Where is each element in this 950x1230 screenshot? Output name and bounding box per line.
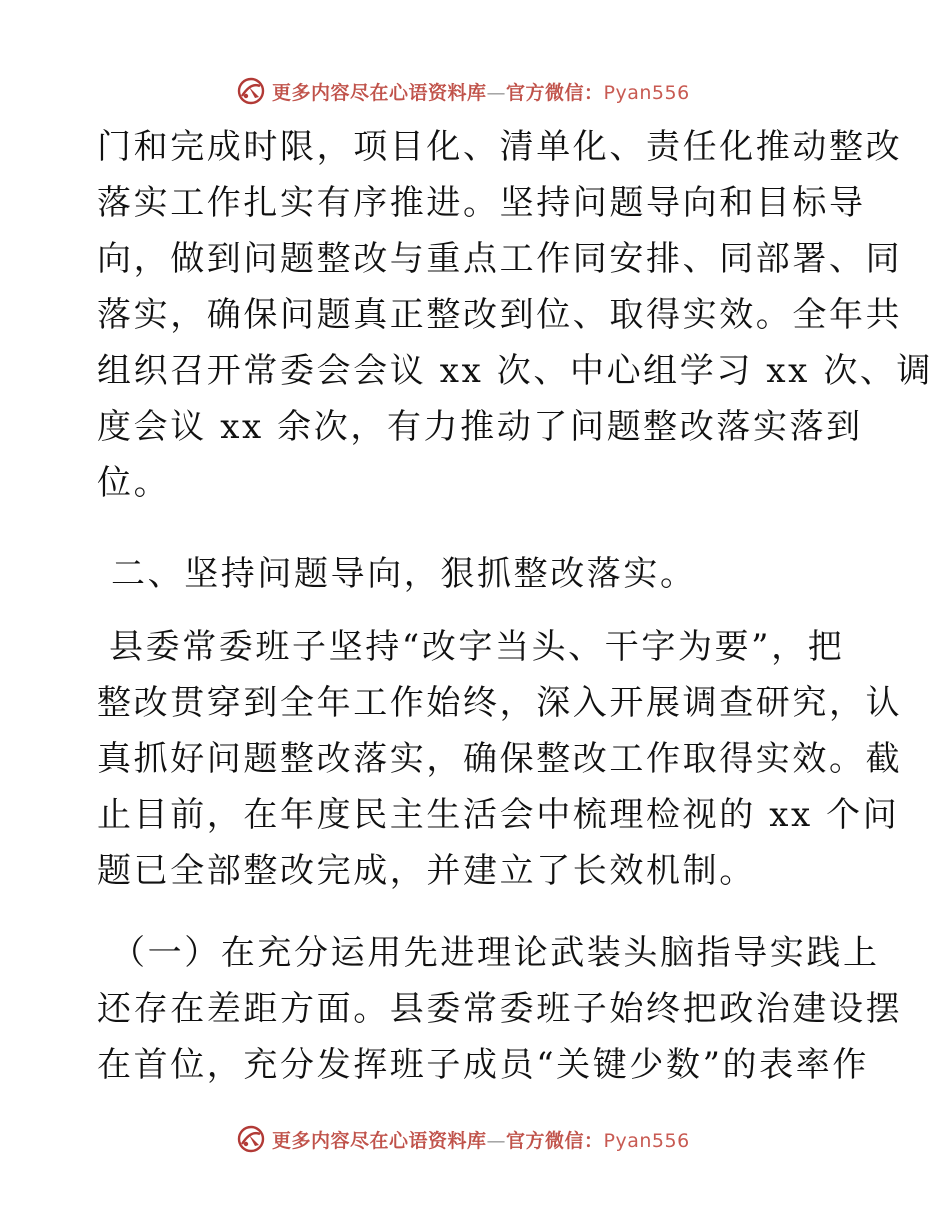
text-line: （一）在充分运用先进理论武装头脑指导实践上 xyxy=(111,933,880,973)
paragraph-subsection-one xyxy=(97,925,903,1093)
text-line: 整改贯穿到全年工作始终，深入开展调查研究，认 xyxy=(97,683,903,723)
watermark-site: 更多内容尽在心语资料库 xyxy=(272,1129,487,1152)
watermark-separator: — xyxy=(486,1129,507,1152)
text-line: 门和完成时限，项目化、清单化、责任化推动整改 xyxy=(97,127,903,167)
text-line: 还存在差距方面。县委常委班子始终把政治建设摆 xyxy=(97,989,903,1029)
watermark-handle: Pyan556 xyxy=(603,1129,690,1152)
text-line: 真抓好问题整改落实，确保整改工作取得实效。截 xyxy=(97,739,903,779)
text-line: 位。 xyxy=(97,463,171,503)
watermark-site: 更多内容尽在心语资料库 xyxy=(272,81,487,104)
watermark-separator: — xyxy=(486,81,507,104)
text-line: 落实，确保问题真正整改到位、取得实效。全年共 xyxy=(97,295,903,335)
text-line: 组织召开常委会会议 xx 次、中心组学习 xx 次、调 xyxy=(97,351,934,391)
watermark-wechat-label: 官方微信： xyxy=(506,1129,604,1152)
footer-watermark xyxy=(236,1122,756,1156)
text-line: 在首位，充分发挥班子成员“关键少数”的表率作 xyxy=(97,1045,869,1085)
text-line: 度会议 xx 余次，有力推动了问题整改落实落到 xyxy=(97,407,863,447)
text-line: 县委常委班子坚持“改字当头、干字为要”，把 xyxy=(109,627,845,667)
watermark-wechat-label: 官方微信： xyxy=(506,81,604,104)
section-heading: 二、坚持问题导向，狠抓整改落实。 xyxy=(111,554,697,594)
text-line: 落实工作扎实有序推进。坚持问题导向和目标导 xyxy=(97,183,866,223)
text-line: 向，做到问题整改与重点工作同安排、同部署、同 xyxy=(97,239,903,279)
watermark-text xyxy=(272,1126,690,1153)
watermark-text xyxy=(272,78,690,105)
brand-logo-icon xyxy=(236,76,266,106)
watermark-handle: Pyan556 xyxy=(603,81,690,104)
paragraph-rectification xyxy=(97,619,903,899)
text-line: 止目前，在年度民主生活会中梳理检视的 xx 个问 xyxy=(97,795,900,835)
brand-logo-icon xyxy=(236,1124,266,1154)
text-line: 题已全部整改完成，并建立了长效机制。 xyxy=(97,851,756,891)
header-watermark xyxy=(236,74,756,108)
paragraph-continuation xyxy=(97,119,934,511)
